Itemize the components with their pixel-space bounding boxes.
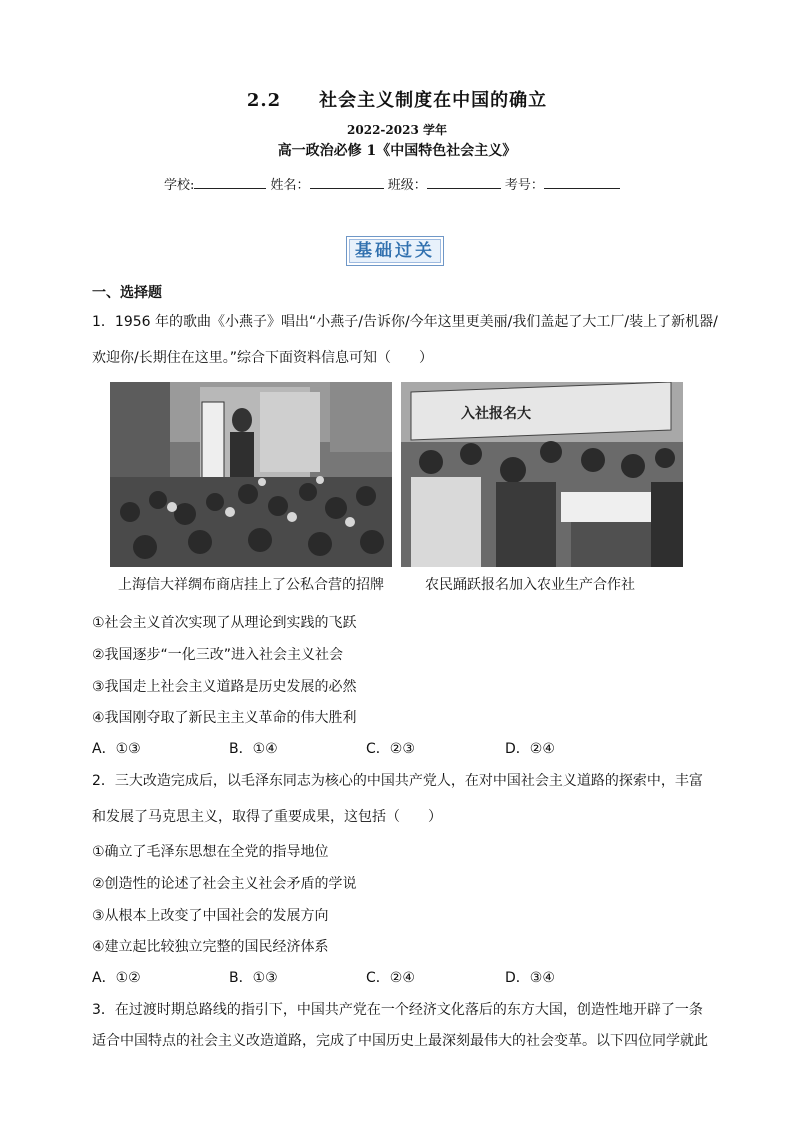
q1-statement-4: ④我国刚夺取了新民主主义革命的伟大胜利 <box>92 710 357 726</box>
exam-no-label: 考号： <box>504 178 544 193</box>
q1-statement-3: ③我国走上社会主义道路是历史发展的必然 <box>92 679 357 695</box>
q1-choice-d[interactable]: D．②④ <box>505 741 555 757</box>
q2-stem-line1: 2．三大改造完成后，以毛泽东同志为核心的中国共产党人，在对中国社会主义道路的探索中，丰富 <box>92 773 703 789</box>
q2-statement-1: ①确立了毛泽东思想在全党的指导地位 <box>92 844 329 860</box>
school-label: 学校: <box>164 178 195 193</box>
q2-statement-4: ④建立起比较独立完整的国民经济体系 <box>92 939 329 955</box>
q2-statement-2: ②创造性的论述了社会主义社会矛盾的学说 <box>92 876 357 892</box>
q1-statement-2: ②我国逐步“一化三改”进入社会主义社会 <box>92 647 344 663</box>
school-blank[interactable] <box>194 176 266 189</box>
name-blank[interactable] <box>310 176 384 189</box>
basics-badge: 基础过关 <box>346 236 444 266</box>
class-label: 班级： <box>387 178 427 193</box>
photo-cooperative-signup <box>401 382 683 567</box>
page-title <box>0 86 794 112</box>
title-text: 社会主义制度在中国的确立 <box>319 90 548 111</box>
course-name: 高一政治必修 1《中国特色社会主义》 <box>277 143 517 159</box>
q1-statement-1: ①社会主义首次实现了从理论到实践的飞跃 <box>92 615 357 631</box>
q1-stem-line2: 欢迎你/长期住在这里。”综合下面资料信息可知（ ） <box>92 350 433 366</box>
photo1-caption: 上海信大祥绸布商店挂上了公私合营的招牌 <box>118 577 384 593</box>
q2-choice-b[interactable]: B．①③ <box>229 970 278 986</box>
q1-choice-a[interactable]: A．①③ <box>92 741 141 757</box>
photo-shop-sign <box>110 382 392 567</box>
q1-stem-line1: 1．1956 年的歌曲《小燕子》唱出“小燕子/告诉你/今年这里更美丽/我们盖起了大工厂/装上了新机器/ <box>92 314 718 330</box>
q3-stem-line2: 适合中国特点的社会主义改造道路，完成了中国历史上最深刻最伟大的社会变革。以下四位同学就此 <box>92 1033 708 1049</box>
banner-text: 入社报名大 <box>461 406 531 422</box>
q2-choice-a[interactable]: A．①② <box>92 970 141 986</box>
q1-choice-b[interactable]: B．①④ <box>229 741 278 757</box>
q2-stem-line2: 和发展了马克思主义，取得了重要成果，这包括（ ） <box>92 809 442 825</box>
q2-choice-d[interactable]: D．③④ <box>505 970 555 986</box>
q3-stem-line1: 3．在过渡时期总路线的指引下，中国共产党在一个经济文化落后的东方大国，创造性地开辟了一条 <box>92 1002 703 1018</box>
q1-choice-c[interactable]: C．②③ <box>366 741 415 757</box>
class-blank[interactable] <box>427 176 501 189</box>
school-year: 2022-2023 学年 <box>347 123 447 137</box>
exam-no-blank[interactable] <box>544 176 620 189</box>
section-number: 2.2 <box>246 90 282 111</box>
q2-statement-3: ③从根本上改变了中国社会的发展方向 <box>92 908 329 924</box>
q2-choice-c[interactable]: C．②④ <box>366 970 415 986</box>
section-heading: 一、选择题 <box>92 285 162 301</box>
student-info-line <box>164 174 620 193</box>
name-label: 姓名： <box>270 178 310 193</box>
photo2-caption: 农民踊跃报名加入农业生产合作社 <box>425 577 635 593</box>
